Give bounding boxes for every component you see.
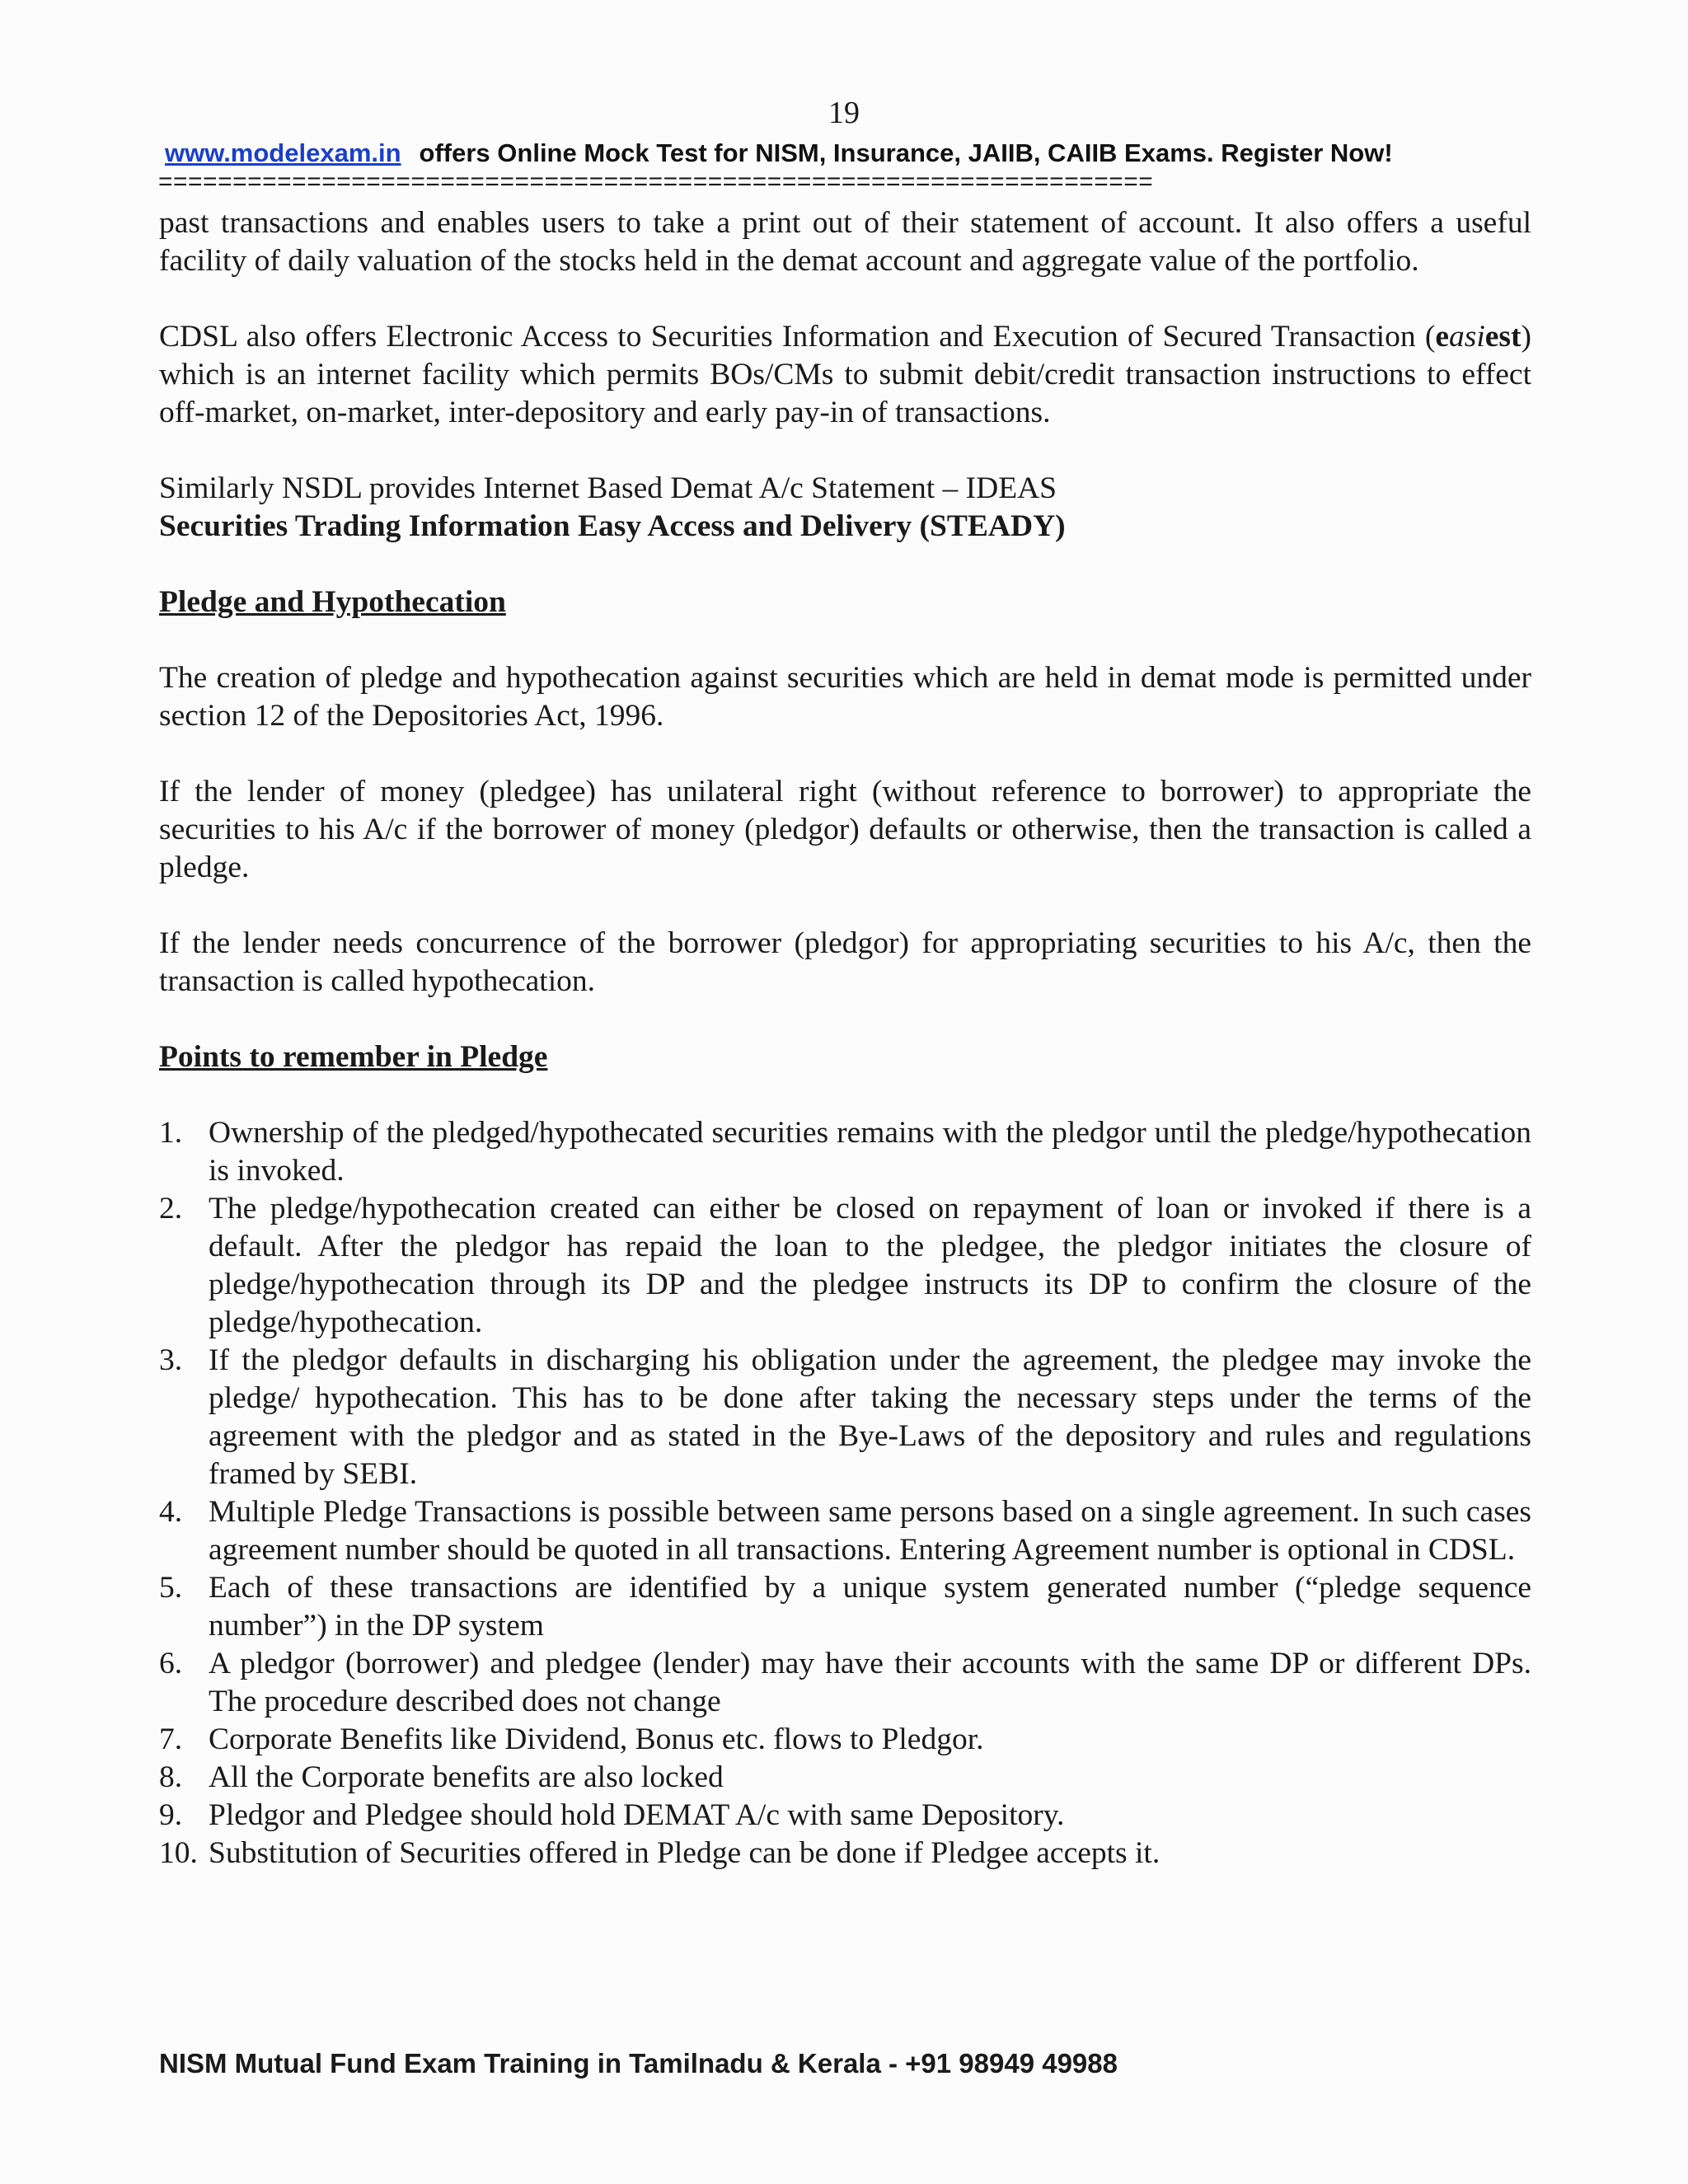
list-text: A pledgor (borrower) and pledgee (lender) may have their accounts with the same DP or different DPs. The procedure described does not change [209, 1647, 1531, 1718]
footer-banner: NISM Mutual Fund Exam Training in Tamilnadu & Kerala - +91 98949 49988 [159, 2048, 1118, 2079]
paragraph-continuation: past transactions and enables users to take a print out of their statement of account. It also offers a useful facility of daily valuation of the stocks held in the demat account and aggregate value of the portfolio. [159, 206, 1531, 278]
list-text: Corporate Benefits like Dividend, Bonus etc. flows to Pledgor. [209, 1722, 984, 1756]
list-item [159, 1569, 1531, 1645]
list-number: 7. [159, 1722, 183, 1756]
list-number: 10. [159, 1836, 198, 1870]
list-text: Pledgor and Pledgee should hold DEMAT A/c with same Depository. [209, 1798, 1065, 1832]
header-tagline: offers Online Mock Test for NISM, Insurance, JAIIB, CAIIB Exams. Register Now! [419, 138, 1393, 167]
list-item [159, 1721, 1531, 1759]
header-banner [165, 138, 1533, 168]
list-item [159, 1342, 1531, 1493]
paragraph-nsdl-ideas: Similarly NSDL provides Internet Based Demat A/c Statement – IDEAS [159, 471, 1057, 505]
list-number: 5. [159, 1571, 183, 1605]
list-text: If the pledgor defaults in discharging his obligation under the agreement, the pledgee may invoke the pledge/ hypothecation. This has to be done after taking the necessary steps under the terms of the agreement with the pledgor and as stated in the Bye-Laws of the depository and rules and regulations framed by SEBI. [209, 1343, 1531, 1491]
points-list [159, 1114, 1531, 1872]
list-text: Each of these transactions are identified by a unique system generated number (“pledge sequence number”) in the DP system [209, 1571, 1531, 1643]
list-text: The pledge/hypothecation created can either be closed on repayment of loan or invoked if there is a default. After the pledgor has repaid the loan to the pledgee, the pledgor initiates the closure of pledge/hypothecation through its DP and the pledgee instructs its DP to confirm the closure of the pledge/hypothecation. [209, 1192, 1531, 1339]
paragraph-text: ) which is an internet facility which permits BOs/CMs to submit debit/credit transaction instructions to effect off-market, on-market, inter-depository and early pay-in of transactions. [159, 320, 1531, 429]
list-item [159, 1190, 1531, 1342]
list-item [159, 1797, 1531, 1835]
list-number: 6. [159, 1647, 183, 1680]
paragraph-text: CDSL also offers Electronic Access to Securities Information and Execution of Secured Transaction ( [159, 320, 1436, 354]
list-text: Ownership of the pledged/hypothecated securities remains with the pledgor until the pledge/hypothecation is invoked. [209, 1116, 1531, 1188]
paragraph-pledge-definition: If the lender of money (pledgee) has unilateral right (without reference to borrower) to appropriate the securities to his A/c if the borrower of money (pledgor) defaults or otherwise, then the transaction is called a pledge. [159, 775, 1531, 884]
list-number: 1. [159, 1116, 183, 1150]
paragraph-hypothecation-definition: If the lender needs concurrence of the borrower (pledgor) for appropriating securities to his A/c, then the transaction is called hypothecation. [159, 926, 1531, 998]
easiest-e: e [1435, 320, 1449, 354]
list-item [159, 1493, 1531, 1569]
list-number: 8. [159, 1760, 183, 1794]
list-text: Multiple Pledge Transactions is possible between same persons based on a single agreement. In such cases agreement number should be quoted in all transactions. Entering Agreement number is optional in CDSL. [209, 1495, 1531, 1567]
list-number: 4. [159, 1495, 183, 1529]
list-item [159, 1114, 1531, 1190]
list-text: All the Corporate benefits are also locked [209, 1760, 724, 1794]
paragraph-steady: Securities Trading Information Easy Access and Delivery (STEADY) [159, 509, 1066, 543]
paragraph-pledge-creation: The creation of pledge and hypothecation against securities which are held in demat mode is permitted under section 12 of the Depositories Act, 1996. [159, 661, 1531, 733]
list-number: 9. [159, 1798, 183, 1832]
document-body [159, 204, 1531, 1872]
list-text: Substitution of Securities offered in Pledge can be done if Pledgee accepts it. [209, 1836, 1160, 1870]
site-link[interactable]: www.modelexam.in [165, 138, 401, 167]
list-item [159, 1645, 1531, 1721]
easiest-asi: asi [1449, 320, 1485, 354]
heading-points-to-remember: Points to remember in Pledge [159, 1040, 548, 1074]
list-number: 2. [159, 1192, 183, 1226]
easiest-est: est [1484, 320, 1522, 354]
paragraph-cdsl-easiest [159, 318, 1531, 432]
list-item [159, 1835, 1531, 1872]
page-number: 19 [828, 96, 860, 130]
list-number: 3. [159, 1343, 183, 1377]
heading-pledge-hypothecation: Pledge and Hypothecation [159, 585, 506, 619]
list-item [159, 1759, 1531, 1797]
header-divider: =================================================================== [158, 170, 1154, 194]
